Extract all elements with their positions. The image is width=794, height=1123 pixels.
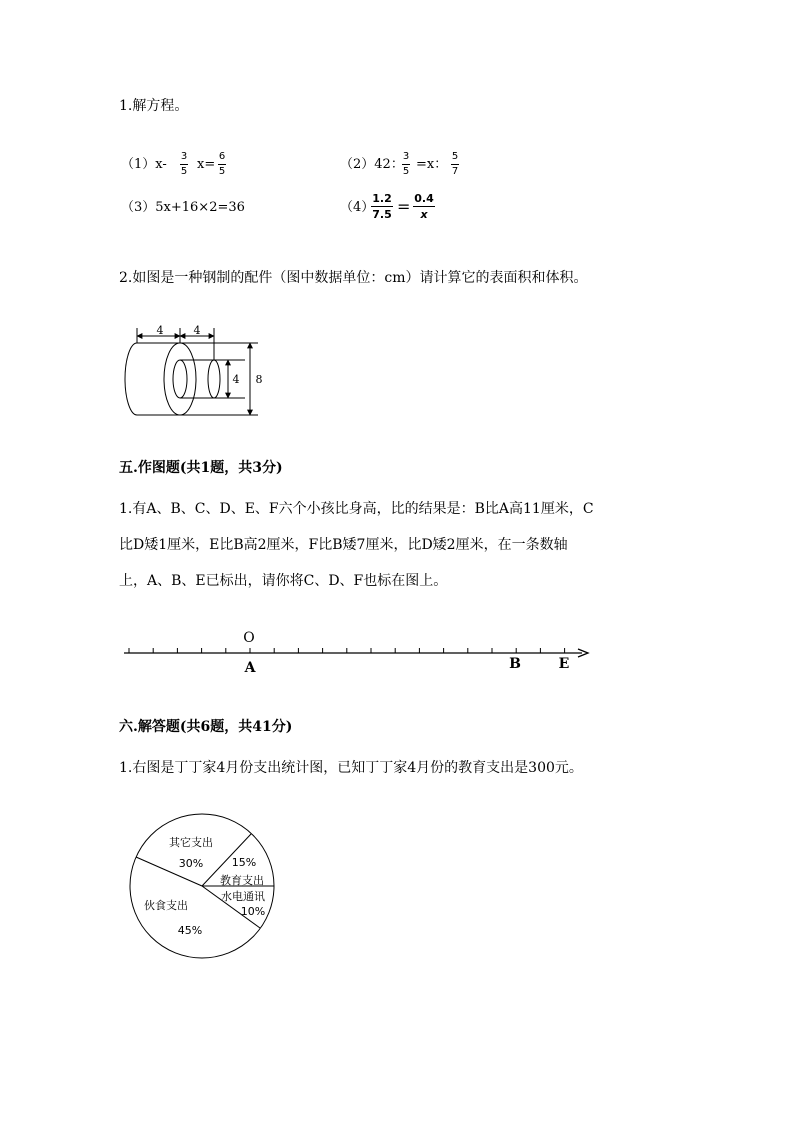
point-label-b: B [509, 656, 521, 672]
question-title-solve: 1.解方程。 [119, 98, 189, 114]
point-label-e: E [558, 656, 570, 672]
section-5-line-1: 1.有A、B、C、D、E、F六个小孩比身高，比的结果是：B比A高11厘米，C [119, 501, 594, 517]
eq3-text: （3）5x+16×2=36 [121, 200, 245, 215]
origin-label: O [243, 630, 255, 646]
slice-label-education: 教育支出 [220, 874, 264, 887]
section-6-heading: 六.解答题(共6题，共41分) [119, 719, 293, 735]
fraction-denominator: 5 [180, 166, 188, 177]
section-5-line-3: 上，A、B、E已标出，请你将C、D、F也标在图上。 [119, 573, 448, 589]
fraction-numerator: 3 [180, 151, 188, 162]
slice-percent-education: 15% [231, 856, 257, 869]
section-5-heading: 五.作图题(共1题，共3分) [119, 460, 283, 476]
fraction-numerator: 1.2 [372, 192, 392, 205]
slice-label-food: 伙食支出 [144, 899, 188, 912]
dim-small-diameter: 4 [232, 373, 240, 386]
fraction-denominator: 5 [402, 166, 410, 177]
section-5-line-2: 比D矮1厘米，E比B高2厘米，F比B矮7厘米，比D矮2厘米，在一条数轴 [119, 537, 568, 553]
fraction-numerator: 6 [218, 151, 226, 162]
eq1-mid: x= [197, 157, 216, 172]
fraction-denominator: 5 [218, 166, 226, 177]
eq4-equals: = [397, 197, 411, 216]
slice-percent-food: 45% [177, 924, 203, 937]
fraction-numerator: 5 [451, 151, 459, 162]
slice-label-other: 其它支出 [169, 836, 213, 849]
fraction-denominator: 7 [451, 166, 459, 177]
slice-percent-utilities: 10% [240, 905, 266, 918]
dim-large-diameter: 8 [255, 373, 263, 386]
fraction-numerator: 3 [402, 151, 410, 162]
dim-length-right: 4 [193, 324, 201, 337]
section-6-question-1: 1.右图是丁丁家4月份支出统计图，已知丁丁家4月份的教育支出是300元。 [119, 760, 583, 776]
fraction-numerator: 0.4 [414, 192, 434, 205]
eq2-mid: =x： [416, 157, 448, 172]
point-label-a: A [244, 660, 256, 676]
fraction-denominator: 7.5 [372, 208, 392, 221]
eq1-prefix: （1）x- [121, 157, 167, 172]
eq2-prefix: （2）42： [340, 157, 404, 172]
eq4-prefix: （4） [340, 200, 375, 215]
question-2-text: 2.如图是一种钢制的配件（图中数据单位：cm）请计算它的表面积和体积。 [119, 270, 588, 286]
slice-label-utilities: 水电通讯 [221, 890, 265, 903]
fraction-denominator: x [420, 208, 428, 221]
dim-length-left: 4 [156, 324, 164, 337]
slice-percent-other: 30% [178, 857, 204, 870]
